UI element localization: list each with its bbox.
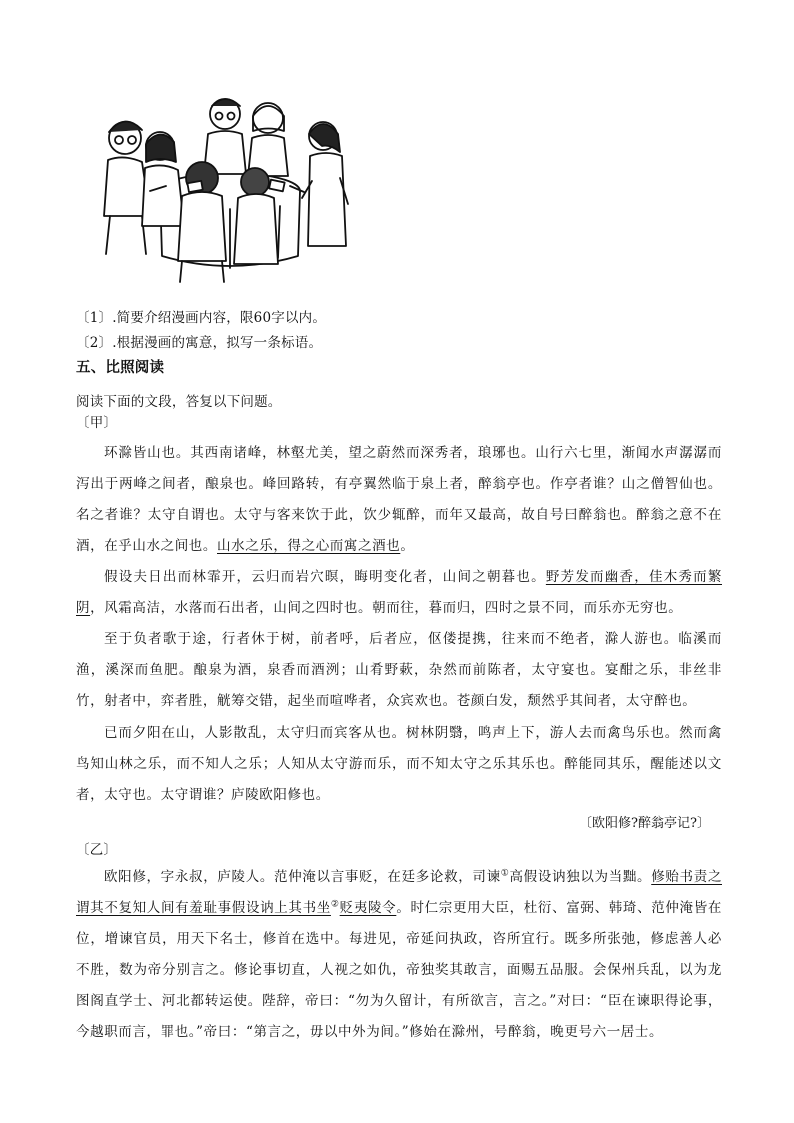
- part-a-paragraph-2: [76, 562, 722, 624]
- instruction-text: 阅读下面的文段，答复以下问题。: [76, 394, 282, 410]
- part-b-p1-end: 。时仁宗更用大臣，杜衍、富弼、韩琦、范仲淹皆在位，增谏官员，用天下名士，修首在选中。每进见，帝延问执政，咨所宜行。既多所张弛，修虑善人必不胜，数为帝分别言之。修论事切直，人视之如仇，帝独奖其敢言，面赐五品服。会保州兵乱，以为龙图阁直学士、河北都转运使。陛辞，帝曰：“勿为久留计，有所欲言，言之。”对曰：“臣在谏职得论事，今越职而言，罪也。”帝曰：“第言之，毋以中外为间。”修始在滁州，号醉翁，晚更号六一居士。: [76, 900, 722, 1040]
- part-a-label: 〔甲〕: [76, 415, 118, 431]
- part-a-p1-text: 环滁皆山也。其西南诸峰，林壑尤美，望之蔚然而深秀者，琅琊也。山行六七里，渐闻水声潺潺而泻出于两峰之间者，酿泉也。峰回路转，有亭翼然临于泉上者，醉翁亭也。作亭者谁？山之僧智仙也。名之者谁？太守自谓也。太守与客来饮于此，饮少辄醉，而年又最高，故自号曰醉翁也。醉翁之意不在酒，在乎山水之间也。: [76, 445, 722, 554]
- part-b-paragraph-1: [76, 862, 722, 1048]
- question-2: 〔2〕.根据漫画的寓意，拟写一条标语。: [76, 335, 323, 351]
- part-b-label: 〔乙〕: [76, 842, 118, 858]
- part-a-p2-underlined: 野芳发而幽香，佳木秀而繁阴: [76, 569, 722, 616]
- part-b-p1-underlined-1: 修贻书责之谓其不复知人间有羞耻事假设讷上其书坐: [76, 869, 722, 916]
- part-a-paragraph-1: [76, 438, 722, 562]
- note-marker-1: ①: [500, 868, 510, 879]
- part-a-p1-end: 。: [400, 538, 415, 554]
- part-b-p1-mid: 高假设讷独以为当黜。: [509, 869, 652, 885]
- cartoon-drawing: [90, 86, 366, 286]
- part-a-p1-underlined: 山水之乐，得之心而寓之酒也: [217, 538, 401, 554]
- part-a-source: 〔欧阳修?醉翁亭记?〕: [579, 816, 710, 831]
- part-a-paragraph-4: 已而夕阳在山，人影散乱，太守归而宾客从也。树林阴翳，鸣声上下，游人去而禽鸟乐也。然而禽鸟知山林之乐，而不知人之乐；人知从太守游而乐，而不知太守之乐其乐也。醉能同其乐，醒能述以文者，太守也。太守谓谁？庐陵欧阳修也。: [76, 725, 722, 803]
- section-title: 五、比照阅读: [76, 360, 165, 376]
- part-a-p2-end: ，风霜高洁，水落而石出者，山间之四时也。朝而往，暮而归，四时之景不同，而乐亦无穷也。: [90, 600, 683, 616]
- part-a-p2-text: 假设夫日出而林霏开，云归而岩穴暝，晦明变化者，山间之朝暮也。: [104, 569, 546, 585]
- part-b-p1-underlined-2: 贬夷陵令: [339, 900, 397, 916]
- cartoon-illustration: [90, 86, 366, 286]
- question-1: 〔1〕.简要介绍漫画内容，限60字以内。: [76, 310, 327, 326]
- note-marker-2: ②: [330, 899, 340, 910]
- part-b-p1-start: 欧阳修，字永叔，庐陵人。范仲淹以言事贬，在廷多论救，司谏: [104, 869, 501, 885]
- part-a-paragraph-3: 至于负者歌于途，行者休于树，前者呼，后者应，伛偻提携，往来而不绝者，滁人游也。临溪而渔，溪深而鱼肥。酿泉为酒，泉香而酒洌；山肴野蔌，杂然而前陈者，太守宴也。宴酣之乐，非丝非竹，射者中，弈者胜，觥筹交错，起坐而喧哗者，众宾欢也。苍颜白发，颓然乎其间者，太守醉也。: [76, 631, 722, 709]
